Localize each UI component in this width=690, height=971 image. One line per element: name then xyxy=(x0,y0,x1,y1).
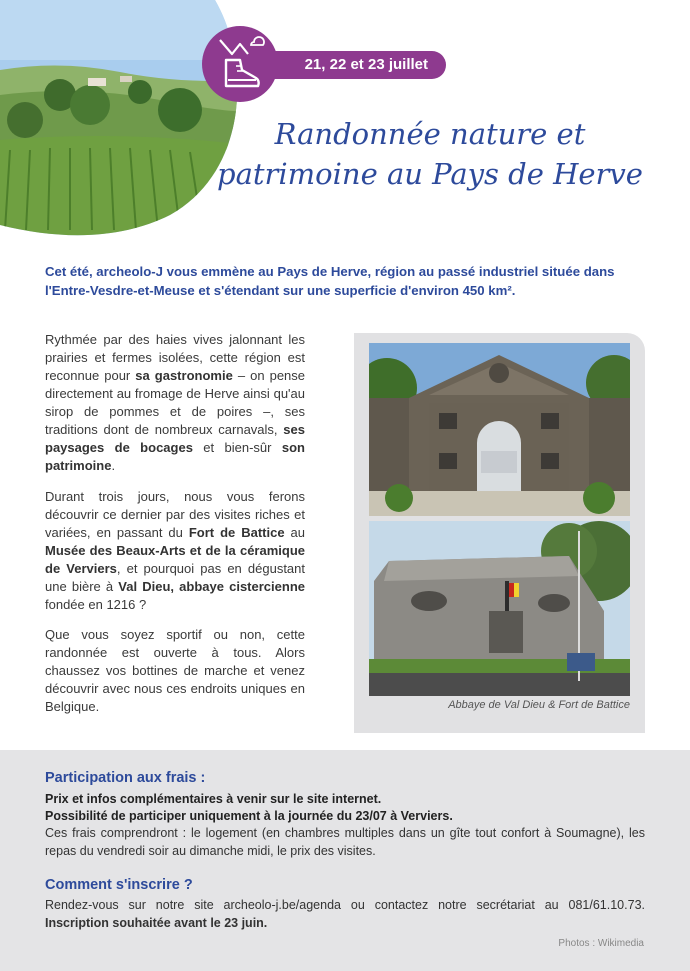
p1-run-2: – on pense directement au fromage de Herve ainsi qu'au sirop de pommes et de poires –, ses traditions dont de nombreux carnavals, xyxy=(45,368,306,437)
hiking-badge xyxy=(202,26,278,102)
body-paragraph-3: Que vous soyez sportif ou non, cette randonnée est ouverte à tous. Alors chaussez vos bottines de marche et venez découvrir avec nous ces endroits uniques en Belgique. xyxy=(45,627,305,714)
p2-run-0: Durant trois jours, nous vous ferons découvrir ce dernier par des visites riches et variées, en passant du xyxy=(45,489,305,540)
p2-run-2: au xyxy=(284,525,306,540)
p1-run-1: sa gastronomie xyxy=(135,368,233,383)
page-title xyxy=(200,114,660,194)
inscription-title: Comment s'inscrire ? xyxy=(45,877,193,893)
photo-caption: Abbaye de Val Dieu & Fort de Battice xyxy=(448,699,630,711)
price-info-line: Prix et infos complémentaires à venir sur le site internet. xyxy=(45,792,382,806)
p2-run-4: , et pourquoi pas en dégustant une bière à xyxy=(45,561,305,594)
p2-run-1: Fort de Battice xyxy=(188,525,285,540)
title-line-2: patrimoine au Pays de Herve xyxy=(217,157,643,191)
hiking-boot-icon xyxy=(212,34,268,94)
p2-run-6: fondée en 1216 ? xyxy=(45,597,147,612)
p1-run-0: Rythmée par des haies vives jalonnant les prairies et fermes isolées, cette région est reconnue pour xyxy=(45,332,305,383)
intro-paragraph: Cet été, archeolo-J vous emmène au Pays de Herve, région au passé industriel située dans l'Entre-Vesdre-et-Meuse et s'étendant sur une superficie d'environ 450 km². xyxy=(45,264,615,298)
body-paragraph-2 xyxy=(45,488,305,614)
p1-run-3: ses paysages de bocages xyxy=(45,422,305,455)
participation-title: Participation aux frais : xyxy=(45,770,206,786)
inscription-text xyxy=(45,896,645,932)
inscription-contact: Rendez-vous sur notre site archeolo-j.be/agenda ou contactez notre secrétariat au 081/61.10.73. xyxy=(45,898,645,912)
p1-run-4: et bien-sûr xyxy=(192,440,282,455)
partial-participation-line: Possibilité de participer uniquement à la journée du 23/07 à Verviers. xyxy=(45,809,453,823)
abbey-photo xyxy=(369,343,630,516)
costs-description: Ces frais comprendront : le logement (en chambres multiples dans un gîte tout confort à Soumagne), les repas du vendredi soir au dimanche midi, le prix des visites. xyxy=(45,826,645,858)
p1-run-5: son patrimoine xyxy=(45,440,305,473)
fort-photo xyxy=(369,521,630,696)
photo-credit: Photos : Wikimedia xyxy=(558,938,644,949)
body-paragraph-1 xyxy=(45,331,305,475)
p1-run-6: . xyxy=(111,458,116,473)
p2-run-5: Val Dieu, abbaye cistercienne xyxy=(118,579,305,594)
title-line-1: Randonnée nature et xyxy=(274,117,586,151)
inscription-deadline: Inscription souhaitée avant le 23 juin. xyxy=(45,916,268,930)
date-banner: 21, 22 et 23 juillet xyxy=(258,51,446,79)
p2-run-3: Musée des Beaux-Arts et de la céramique de Verviers xyxy=(45,543,305,576)
